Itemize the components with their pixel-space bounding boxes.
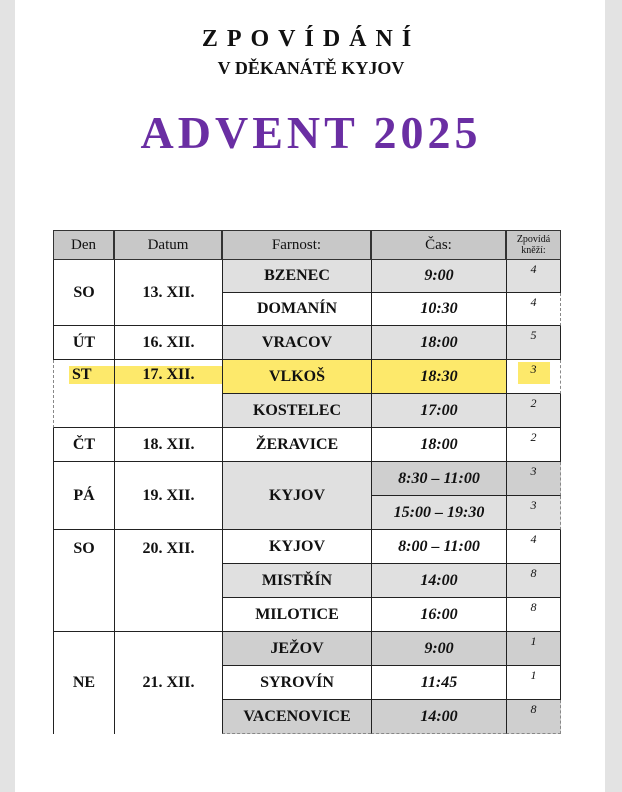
header-farnost: Farnost:: [222, 230, 371, 260]
priests-cell: 4: [506, 260, 561, 293]
date-text-highlighted: 17. XII.: [115, 366, 222, 384]
parish-cell: MILOTICE: [222, 598, 371, 632]
parish-cell: ŽERAVICE: [222, 428, 371, 462]
priests-text-highlighted: 3: [518, 362, 550, 384]
time-cell: 8:30 – 11:00: [371, 462, 506, 496]
time-cell: 18:00: [371, 326, 506, 360]
priests-cell: 1: [506, 632, 561, 666]
day-cell: SO: [53, 530, 114, 632]
parish-cell: BZENEC: [222, 260, 371, 293]
priests-cell: 2: [506, 394, 561, 428]
parish-cell: MISTŘÍN: [222, 564, 371, 598]
date-cell: 16. XII.: [114, 326, 222, 360]
parish-cell: KYJOV: [222, 530, 371, 564]
priests-cell: 1: [506, 666, 561, 700]
time-cell: 8:00 – 11:00: [371, 530, 506, 564]
time-cell: 11:45: [371, 666, 506, 700]
priests-cell: 8: [506, 598, 561, 632]
priests-cell: 8: [506, 564, 561, 598]
day-cell: ÚT: [53, 326, 114, 360]
time-cell-highlighted: 18:30: [371, 360, 506, 394]
priests-cell: 5: [506, 326, 561, 360]
day-cell: ČT: [53, 428, 114, 462]
parish-cell: SYROVÍN: [222, 666, 371, 700]
time-cell: 9:00: [371, 260, 506, 293]
parish-cell: VRACOV: [222, 326, 371, 360]
priests-cell: 4: [506, 530, 561, 564]
parish-cell-highlighted: VLKOŠ: [222, 360, 371, 394]
time-cell: 14:00: [371, 564, 506, 598]
time-cell: 17:00: [371, 394, 506, 428]
date-cell: 19. XII.: [114, 462, 222, 530]
time-cell: 9:00: [371, 632, 506, 666]
date-cell: 18. XII.: [114, 428, 222, 462]
date-cell: 13. XII.: [114, 260, 222, 326]
priests-cell: 3: [506, 462, 561, 496]
day-cell: [53, 360, 114, 428]
header-datum: Datum: [114, 230, 222, 260]
priests-cell: [506, 360, 561, 394]
header-cas: Čas:: [371, 230, 506, 260]
day-text-highlighted: ST: [69, 366, 114, 384]
heading-confession: ZPOVÍDÁNÍ: [201, 26, 421, 52]
parish-cell: VACENOVICE: [222, 700, 371, 734]
parish-cell: KYJOV: [222, 462, 371, 530]
priests-cell: 4: [506, 293, 561, 326]
parish-cell: DOMANÍN: [222, 293, 371, 326]
advent-title: ADVENT 2025: [140, 107, 482, 158]
parish-cell: JEŽOV: [222, 632, 371, 666]
date-cell: 20. XII.: [114, 530, 222, 632]
priests-cell: 8: [506, 700, 561, 734]
priests-cell: 3: [506, 496, 561, 530]
priests-cell: 2: [506, 428, 561, 462]
time-cell: 10:30: [371, 293, 506, 326]
day-cell: SO: [53, 260, 114, 326]
time-cell: 14:00: [371, 700, 506, 734]
day-cell: PÁ: [53, 462, 114, 530]
header-knezi: Zpovídá kněží:: [506, 230, 561, 260]
header-den: Den: [53, 230, 114, 260]
heading-deanery: V DĚKANÁTĚ KYJOV: [217, 58, 405, 78]
time-cell: 18:00: [371, 428, 506, 462]
date-cell: 21. XII.: [114, 632, 222, 734]
day-cell: NE: [53, 632, 114, 734]
date-cell: [114, 360, 222, 428]
parish-cell: KOSTELEC: [222, 394, 371, 428]
time-cell: 15:00 – 19:30: [371, 496, 506, 530]
time-cell: 16:00: [371, 598, 506, 632]
